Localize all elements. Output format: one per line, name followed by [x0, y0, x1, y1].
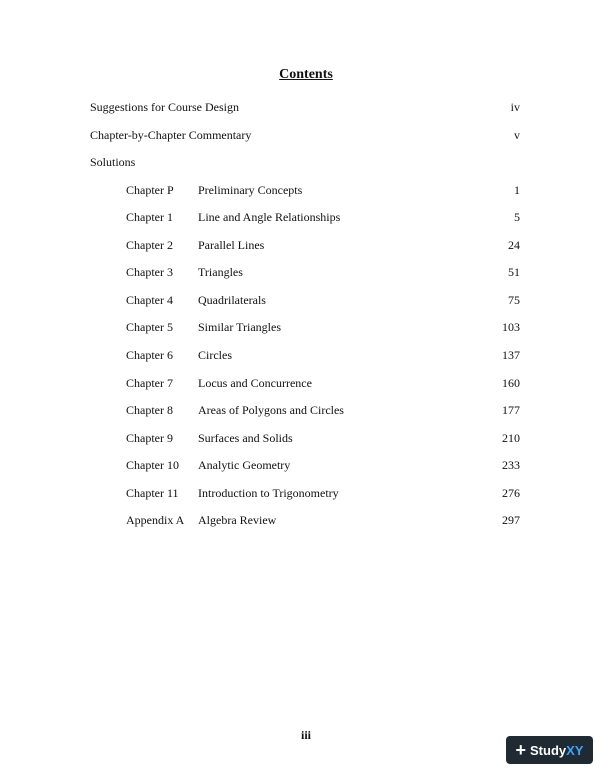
toc-chapter-row[interactable]	[126, 375, 520, 391]
toc-chapter-row[interactable]	[126, 485, 520, 501]
toc-section-heading	[90, 154, 520, 170]
chapter-page: 297	[502, 513, 520, 527]
chapter-page: 24	[508, 238, 520, 252]
chapter-label: Chapter 11	[126, 486, 179, 500]
toc-chapter-row[interactable]	[126, 512, 520, 528]
toc-chapter-row[interactable]	[126, 457, 520, 473]
chapter-title: Locus and Concurrence	[198, 376, 312, 390]
plus-icon: +	[515, 740, 527, 760]
toc-entry-label: Solutions	[90, 155, 136, 169]
chapter-title: Line and Angle Relationships	[198, 210, 341, 224]
chapter-title: Parallel Lines	[198, 238, 265, 252]
toc-chapter-row[interactable]	[126, 209, 520, 225]
toc-entry-page: iv	[510, 100, 520, 114]
chapter-title: Quadrilaterals	[198, 293, 266, 307]
chapter-label: Chapter 9	[126, 431, 173, 445]
toc-entry-label: Suggestions for Course Design	[90, 100, 239, 114]
toc-entry[interactable]	[90, 99, 520, 115]
toc-chapter-row[interactable]	[126, 264, 520, 280]
chapter-page: 103	[502, 320, 520, 334]
chapter-label: Appendix A	[126, 513, 185, 527]
chapter-title: Areas of Polygons and Circles	[198, 403, 344, 417]
chapter-label: Chapter 2	[126, 238, 173, 252]
chapter-page: 1	[514, 183, 520, 197]
toc-chapter-row[interactable]	[126, 402, 520, 418]
chapter-page: 137	[502, 348, 520, 362]
chapter-page: 177	[502, 403, 520, 417]
chapter-title: Algebra Review	[198, 513, 277, 527]
chapter-title: Preliminary Concepts	[198, 183, 303, 197]
toc-entry-page: v	[514, 128, 520, 142]
chapter-page: 5	[514, 210, 520, 224]
brand-accent: XY	[566, 742, 584, 758]
chapter-title: Analytic Geometry	[198, 458, 291, 472]
chapter-title: Circles	[198, 348, 232, 362]
toc-chapter-row[interactable]	[126, 347, 520, 363]
chapter-title: Triangles	[198, 265, 243, 279]
toc-chapter-row[interactable]	[126, 292, 520, 308]
chapter-label: Chapter 7	[126, 376, 173, 390]
chapter-label: Chapter 5	[126, 320, 173, 334]
page-title: Contents	[279, 67, 333, 82]
chapter-page: 276	[502, 486, 520, 500]
chapter-page: 233	[502, 458, 520, 472]
chapter-label: Chapter 4	[126, 293, 173, 307]
chapter-page: 210	[502, 431, 520, 445]
chapter-label: Chapter 6	[126, 348, 173, 362]
chapter-label: Chapter 3	[126, 265, 173, 279]
chapter-page: 51	[508, 265, 520, 279]
chapter-title: Introduction to Trigonometry	[198, 486, 339, 500]
toc-entry-label: Chapter-by-Chapter Commentary	[90, 128, 252, 142]
page-number: iii	[300, 728, 311, 742]
chapter-title: Surfaces and Solids	[198, 431, 293, 445]
chapter-page: 160	[502, 376, 520, 390]
toc-chapter-row[interactable]	[126, 430, 520, 446]
toc-chapter-row[interactable]	[126, 182, 520, 198]
chapter-label: Chapter P	[126, 183, 174, 197]
chapter-page: 75	[508, 293, 520, 307]
toc-entry[interactable]	[90, 127, 520, 143]
chapter-label: Chapter 1	[126, 210, 173, 224]
studyxy-badge[interactable]	[506, 736, 593, 764]
toc-chapter-row[interactable]	[126, 319, 520, 335]
chapter-label: Chapter 8	[126, 403, 173, 417]
toc-chapter-row[interactable]	[126, 237, 520, 253]
brand-name: Study	[530, 742, 567, 758]
chapter-title: Similar Triangles	[198, 320, 282, 334]
chapter-label: Chapter 10	[126, 458, 179, 472]
